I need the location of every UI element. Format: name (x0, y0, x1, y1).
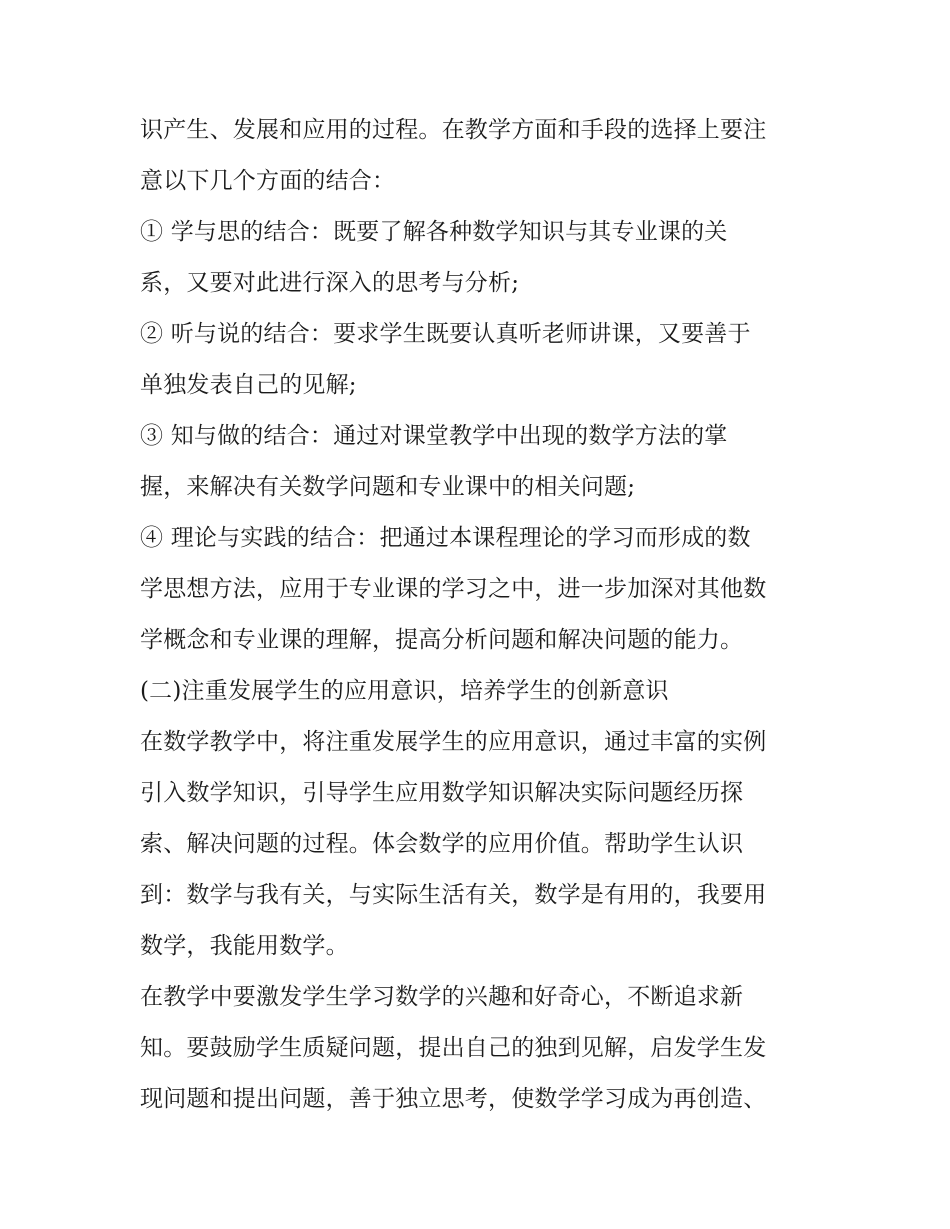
list-item-1: ① 学与思的结合：既要了解各种数学知识与其专业课的关 (140, 219, 728, 245)
list-item-3: ③ 知与做的结合：通过对课堂教学中出现的数学方法的掌 (140, 423, 728, 449)
list-item-2: ② 听与说的结合：要求学生既要认真听老师讲课，又要善于 (140, 321, 751, 347)
text-line: 系，又要对此进行深入的思考与分析; (140, 270, 520, 296)
document-body (140, 105, 820, 1125)
text-line: 到：数学与我有关，与实际生活有关，数学是有用的，我要用 (140, 882, 767, 908)
text-line: 学概念和专业课的理解，提高分析问题和解决问题的能力。 (140, 627, 744, 653)
text-line: 意以下几个方面的结合： (140, 168, 396, 194)
text-line: 索、解决问题的过程。体会数学的应用价值。帮助学生认识 (140, 831, 744, 857)
section-heading: (二)注重发展学生的应用意识，培养学生的创新意识 (140, 678, 669, 704)
text-line: 单独发表自己的见解; (140, 372, 357, 398)
text-line: 知。要鼓励学生质疑问题，提出自己的独到见解，启发学生发 (140, 1035, 767, 1061)
list-item-4: ④ 理论与实践的结合：把通过本课程理论的学习而形成的数 (140, 525, 751, 551)
text-line: 在数学教学中，将注重发展学生的应用意识，通过丰富的实例 (140, 729, 767, 755)
text-line: 现问题和提出问题，善于独立思考，使数学学习成为再创造、 (140, 1086, 767, 1112)
text-line: 握，来解决有关数学问题和专业课中的相关问题; (140, 474, 636, 500)
text-line: 引入数学知识，引导学生应用数学知识解决实际问题经历探 (140, 780, 744, 806)
text-line: 学思想方法，应用于专业课的学习之中，进一步加深对其他数 (140, 576, 767, 602)
text-line: 数学，我能用数学。 (140, 933, 349, 959)
text-line: 在教学中要激发学生学习数学的兴趣和好奇心，不断追求新 (140, 984, 744, 1010)
text-line: 识产生、发展和应用的过程。在教学方面和手段的选择上要注 (140, 117, 767, 143)
